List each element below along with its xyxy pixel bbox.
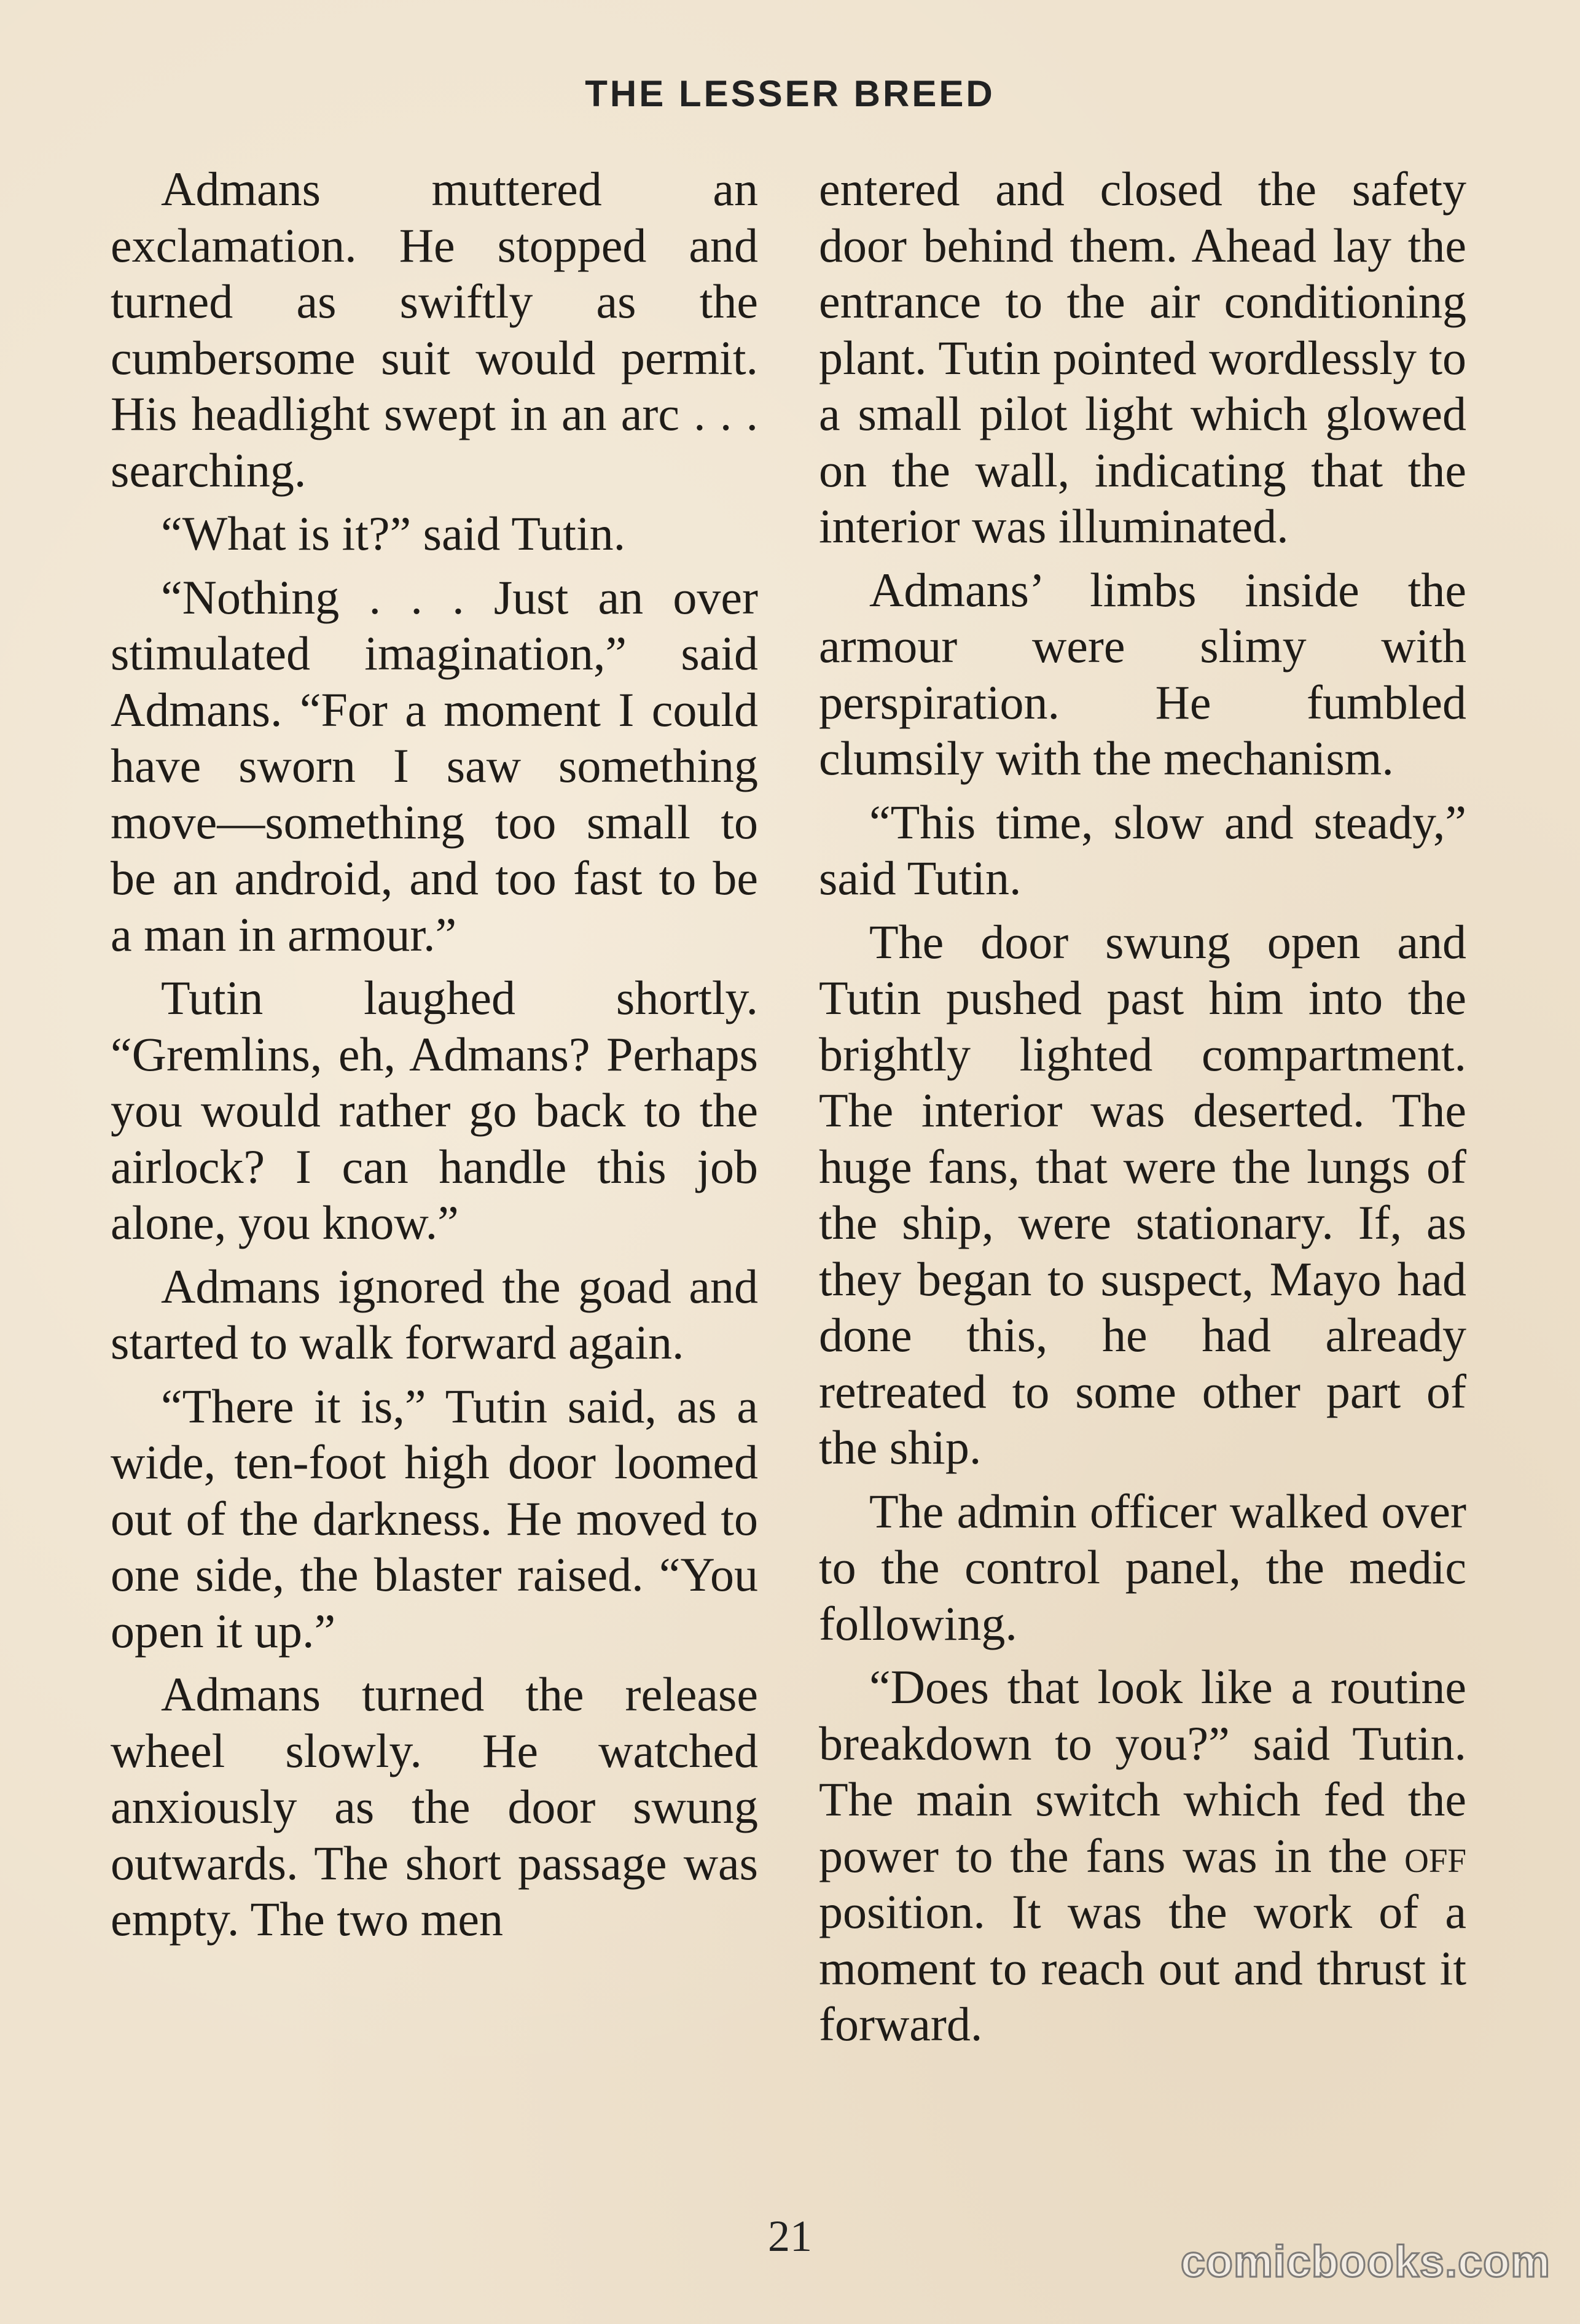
paragraph: “Nothing . . . Just an over stimulated imagination,” said Admans. “For a moment I could have sworn I saw something move—something too small to be an android, and too fast to be a man in armour.” [111, 570, 758, 961]
paragraph: Tutin laughed shortly. “Gremlins, eh, Admans? Perhaps you would rather go back to the airlock? I can handle this job alone, you know.” [111, 971, 758, 1249]
paragraph: “There it is,” Tutin said, as a wide, ten-foot high door loomed out of the darkness. He moved to one side, the blaster raised. “You open it up.” [111, 1379, 758, 1658]
paragraph-text: “Does that look like a routine breakdown to you?” said Tutin. The main switch which fed the power to the fans was in the [819, 1660, 1466, 1882]
paragraph: Admans ignored the goad and started to walk forward again. [111, 1259, 758, 1369]
paragraph: Admans muttered an exclamation. He stopped and turned as swiftly as the cumbersome suit would permit. His headlight swept in an arc . . . searching. [111, 162, 758, 497]
paragraph: The admin officer walked over to the control panel, the medic following. [819, 1484, 1466, 1650]
small-caps-word: off [1404, 1828, 1466, 1882]
page-number: 21 [768, 2212, 812, 2261]
running-head: THE LESSER BREED [585, 73, 995, 114]
left-column [111, 161, 758, 1955]
paragraph: “This time, slow and steady,” said Tutin. [819, 795, 1466, 905]
paragraph-continued: entered and closed the safety door behind them. Ahead lay the entrance to the air conditioning plant. Tutin pointed wordlessly to a small pilot light which glowed on the wall, indicating that the interior was illuminated. [819, 162, 1466, 553]
paragraph: The door swung open and Tutin pushed past him into the brightly lighted compartment. The interior was deserted. The huge fans, that were the lungs of the ship, were stationary. If, as they began to suspect, Mayo had done this, he had already retreated to some other part of the ship. [819, 914, 1466, 1474]
paragraph-text: position. It was the work of a moment to reach out and thrust it forward. [819, 1885, 1466, 2051]
right-column [819, 161, 1466, 2060]
paragraph [819, 1659, 1466, 2053]
paragraph: Admans turned the release wheel slowly. He watched anxiously as the door swung outwards. The short passage was empty. The two men [111, 1667, 758, 1946]
watermark: comicbooks.com [1180, 2237, 1551, 2287]
paragraph: Admans’ limbs inside the armour were slimy with perspiration. He fumbled clumsily with the mechanism. [819, 563, 1466, 785]
paragraph: “What is it?” said Tutin. [161, 507, 626, 560]
